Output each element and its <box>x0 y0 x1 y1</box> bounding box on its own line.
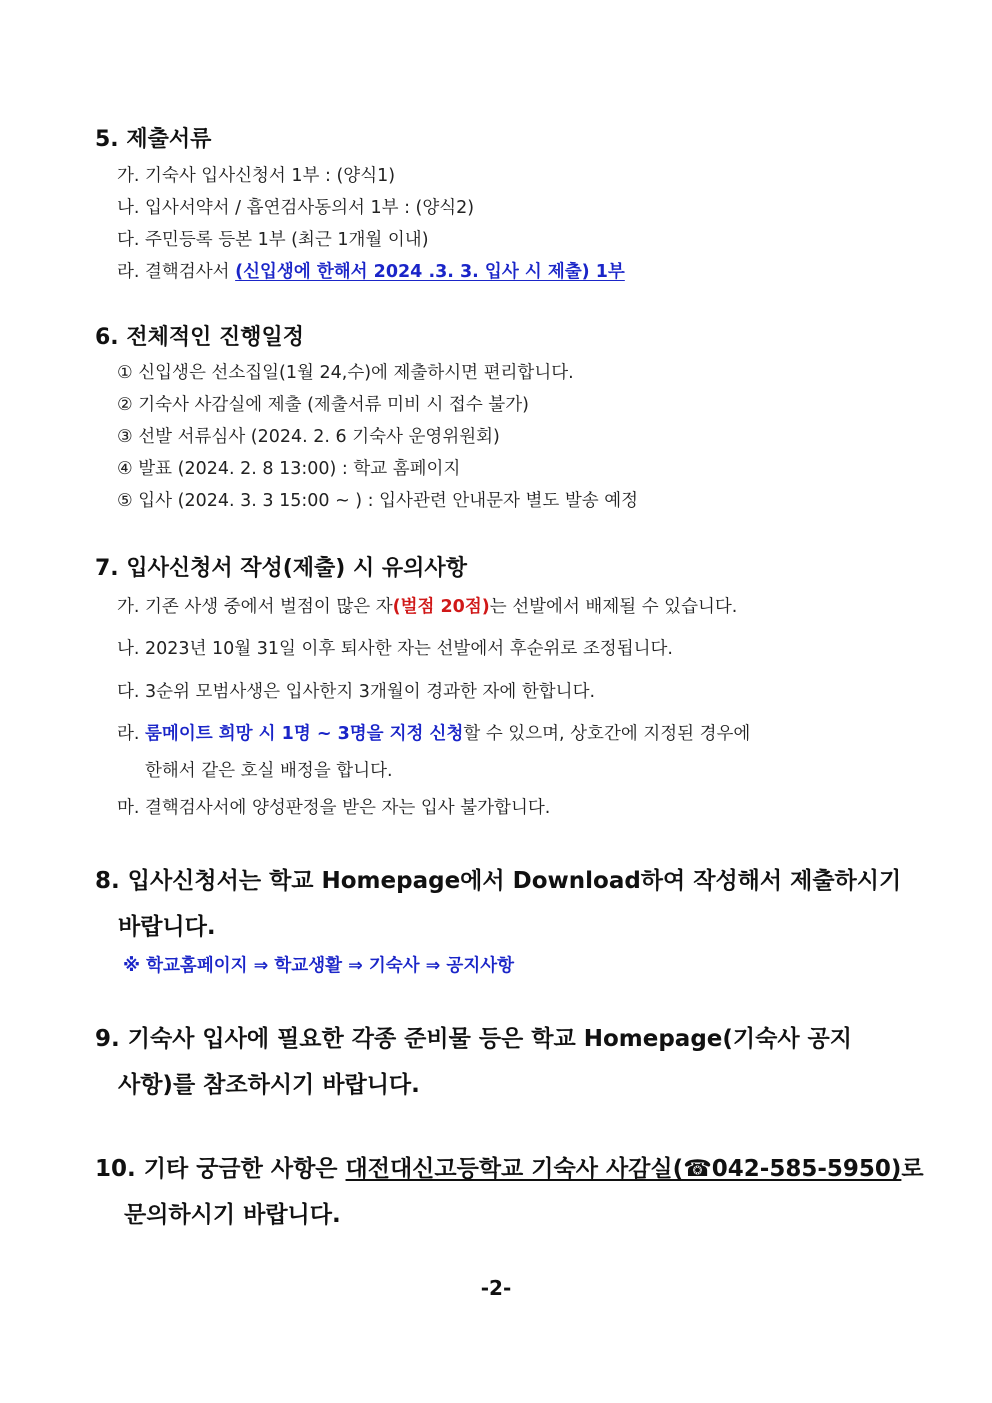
s5-item-b: 나. 입사서약서 / 흡연검사동의서 1부 : (양식2) <box>117 198 475 218</box>
s6-item-1: ① 신입생은 선소집일(1월 24,수)에 제출하시면 편리합니다. <box>117 363 574 383</box>
section-9-line2: 사항)를 참조하시기 바랍니다. <box>118 1072 420 1098</box>
s7-item-a <box>117 593 737 618</box>
s7-item-d-text: 할 수 있으며, 상호간에 지정된 경우에 <box>463 724 751 744</box>
page-number: -2- <box>480 1276 512 1300</box>
s6-item-5: ⑤ 입사 (2024. 3. 3 15:00 ~ ) : 입사관련 안내문자 별도 발송 예정 <box>117 491 639 511</box>
s7-item-a-highlight: (벌점 20점) <box>392 597 490 617</box>
s7-item-d-highlight: 룸메이트 희망 시 1명 ~ 3명을 지정 신청 <box>145 724 464 744</box>
s5-item-d-highlight: (신입생에 한해서 2024 .3. 3. 입사 시 제출) 1부 <box>235 262 625 282</box>
section-10-line2: 문의하시기 바랍니다. <box>124 1202 341 1228</box>
s7-item-b: 나. 2023년 10월 31일 이후 퇴사한 자는 선발에서 후순위로 조정됩니다. <box>117 639 673 659</box>
s5-item-a: 가. 기숙사 입사신청서 1부 : (양식1) <box>117 166 396 186</box>
s7-item-a-text: 가. 기존 사생 중에서 벌점이 많은 자 <box>117 597 393 617</box>
s7-item-d-continuation: 한해서 같은 호실 배정을 합니다. <box>145 761 393 781</box>
s5-item-d-text: 라. 결핵검사서 <box>117 262 236 282</box>
section-7-title: 7. 입사신청서 작성(제출) 시 유의사항 <box>95 556 467 581</box>
section-6-title: 6. 전체적인 진행일정 <box>95 325 304 350</box>
section-5-title: 5. 제출서류 <box>95 127 212 152</box>
s7-item-e: 마. 결핵검사서에 양성판정을 받은 자는 입사 불가합니다. <box>117 798 551 818</box>
section-9-line1: 9. 기숙사 입사에 필요한 각종 준비물 등은 학교 Homepage(기숙사 공지 <box>95 1026 852 1052</box>
s7-item-d-prefix: 라. <box>117 724 146 744</box>
s10-text-end: 로 <box>901 1156 924 1182</box>
s7-item-c: 다. 3순위 모범사생은 입사한지 3개월이 경과한 자에 한합니다. <box>117 682 596 702</box>
section-8-line1: 8. 입사신청서는 학교 Homepage에서 Download하여 작성해서 제출하시기 <box>95 868 902 894</box>
section-8-line2: 바랍니다. <box>118 914 216 940</box>
section-10-line1 <box>95 1150 924 1183</box>
s5-item-d <box>117 258 625 283</box>
s10-text: 10. 기타 궁금한 사항은 <box>95 1156 346 1182</box>
homepage-nav-path: ※ 학교홈페이지 ⇒ 학교생활 ⇒ 기숙사 ⇒ 공지사항 <box>123 956 515 976</box>
s5-item-c: 다. 주민등록 등본 1부 (최근 1개월 이내) <box>117 230 429 250</box>
s6-item-2: ② 기숙사 사감실에 제출 (제출서류 미비 시 접수 불가) <box>117 395 529 415</box>
s6-item-4: ④ 발표 (2024. 2. 8 13:00) : 학교 홈페이지 <box>117 459 461 479</box>
s7-item-d <box>117 720 750 745</box>
s7-item-a-text-end: 는 선발에서 배제될 수 있습니다. <box>489 597 738 617</box>
dorm-office-contact: 대전대신고등학교 기숙사 사감실(☎042-585-5950) <box>345 1156 902 1182</box>
s6-item-3: ③ 선발 서류심사 (2024. 2. 6 기숙사 운영위원회) <box>117 427 500 447</box>
